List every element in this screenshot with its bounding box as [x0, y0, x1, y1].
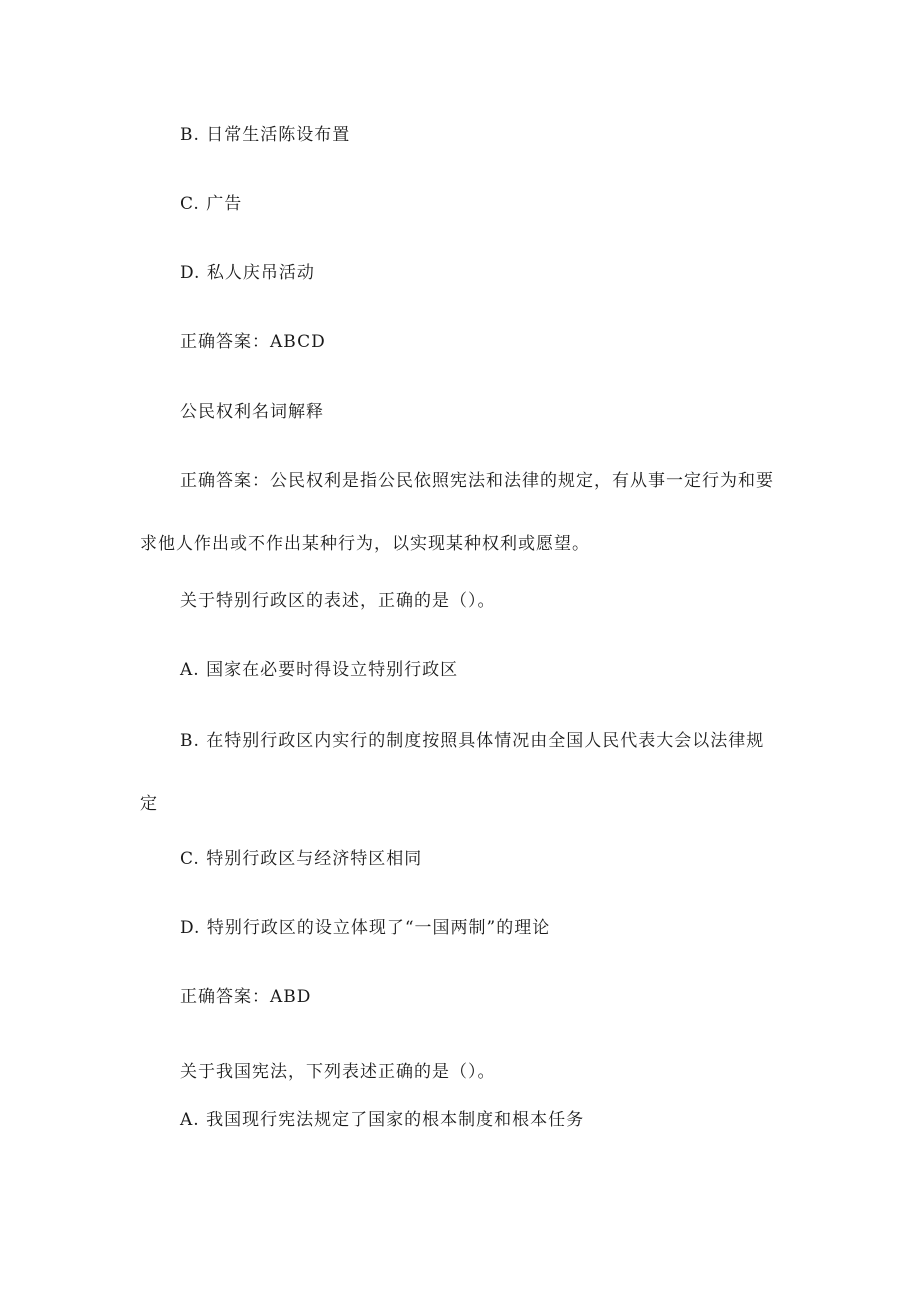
answer-definition-paragraph: 正确答案：公民权利是指公民依照宪法和法律的规定，有从事一定行为和要求他人作出或不作出某种行为，以实现某种权利或愿望。 — [140, 471, 774, 554]
option-c-line: C. 广告 — [180, 194, 243, 214]
option-c-line-2: C. 特别行政区与经济特区相同 — [180, 849, 423, 869]
answer-line: 正确答案：ABCD — [180, 332, 326, 352]
question-line-2: 关于我国宪法，下列表述正确的是（）。 — [180, 1062, 496, 1082]
option-a-line-2: A. 我国现行宪法规定了国家的根本制度和根本任务 — [180, 1110, 585, 1130]
option-b-line: B. 日常生活陈设布置 — [180, 125, 351, 145]
option-b-paragraph: B. 在特别行政区内实行的制度按照具体情况由全国人民代表大会以法律规定 — [140, 731, 765, 814]
answer-line-2: 正确答案：ABD — [180, 987, 312, 1007]
option-a-line: A. 国家在必要时得设立特别行政区 — [180, 660, 459, 680]
option-d-line: D. 私人庆吊活动 — [180, 263, 315, 283]
question-term: 公民权利名词解释 — [180, 402, 324, 422]
option-d-line-2: D. 特别行政区的设立体现了“一国两制”的理论 — [180, 918, 551, 938]
question-line: 关于特别行政区的表述，正确的是（）。 — [180, 591, 496, 611]
